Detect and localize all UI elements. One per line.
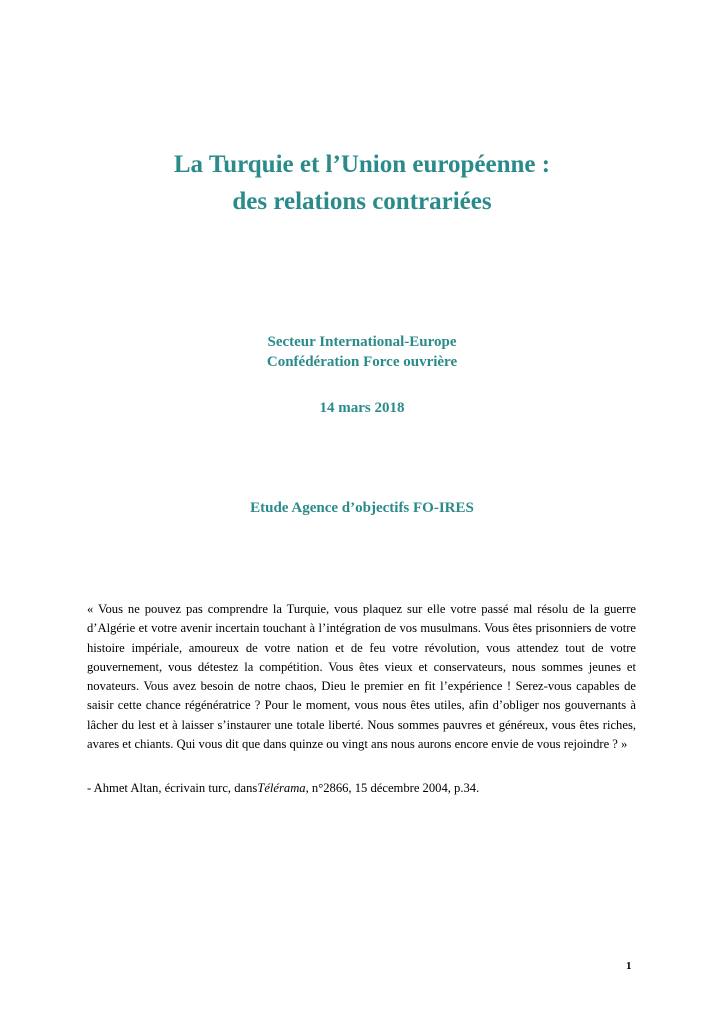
publication-date: 14 mars 2018	[319, 400, 405, 416]
author-block	[0, 332, 724, 372]
attribution-reference: , n°2866, 15 décembre 2004, p.34.	[305, 781, 480, 795]
study-label: Etude Agence d’objectifs FO-IRES	[250, 500, 474, 516]
attribution-author: - Ahmet Altan, écrivain turc, dans	[87, 781, 258, 795]
confederation-name: Confédération Force ouvrière	[266, 354, 458, 370]
epigraph-quote: « Vous ne pouvez pas comprendre la Turquie, vous plaquez sur elle votre passé mal résolu de la guerre d’Algérie et votre avenir incertain touchant à l’intégration de vos musulmans. Vous êtes prisonniers de votre histoire impériale, amoureux de votre nation et de feu votre révolution, vous attendez tout de votre gouvernement, vous détestez la compétition. Vous êtes vieux et conservateurs, nous sommes jeunes et novateurs. Vous avez besoin de notre chaos, Dieu le premier en fit l’expérience ! Serez-vous capables de saisir cette chance régénératrice ? Pour le moment, vous nous êtes utiles, afin d’obliger nos gouvernants à lâcher du lest et à laisser s’instaurer une totale liberté. Nous sommes pauvres et généreux, vous êtes riches, avares et chiants. Qui vous dit que dans quinze ou vingt ans nous aurons encore envie de vous rejoindre ? »	[87, 602, 636, 752]
attribution-source: Télérama	[257, 781, 306, 795]
quote-attribution	[87, 779, 636, 798]
document-title-line-2: des relations contrariées	[232, 188, 492, 215]
document-title-line-1: La Turquie et l’Union européenne :	[173, 151, 551, 178]
page-number: 1	[626, 960, 632, 972]
document-title	[0, 146, 724, 220]
sector-name: Secteur International-Europe	[267, 334, 457, 350]
